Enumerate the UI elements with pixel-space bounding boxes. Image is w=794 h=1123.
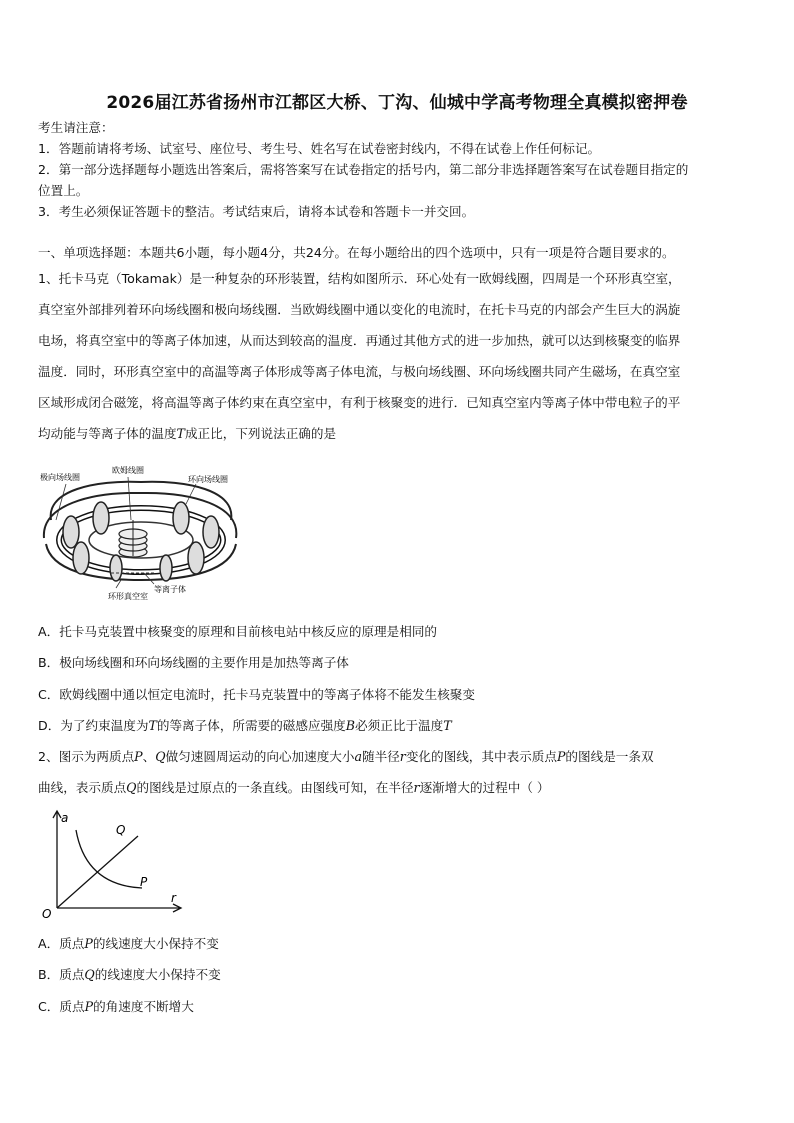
q2-stem-line-1: 2、图示为两质点P、Q做匀速圆周运动的向心加速度大小a随半径r变化的图线，其中表示质点P的图线是一条双 <box>38 749 654 764</box>
q1-stem-line-2: 真空室外部排列着环向场线圈和极向场线圈．当欧姆线圈中通以变化的电流时，在托卡马克的内部会产生巨大的涡旋 <box>38 302 681 317</box>
y-axis-label: a <box>61 811 69 825</box>
plasma-label: 等离子体 <box>154 585 186 594</box>
notice-item-2-continued: 位置上。 <box>38 183 89 198</box>
q1-option-a: A．托卡马克装置中核聚变的原理和目前核电站中核反应的原理是相同的 <box>38 624 438 639</box>
q1-option-d: D．为了约束温度为T的等离子体，所需要的磁感应强度B必须正比于温度T <box>38 718 452 733</box>
q1-stem-line-4: 温度．同时，环形真空室中的高温等离子体形成等离子体电流，与极向场线圈、环向场线圈共同产生磁场，在真空室 <box>38 364 681 379</box>
section-heading: 一、单项选择题：本题共6小题，每小题4分，共24分。在每小题给出的四个选项中，只有一项是符合题目要求的。 <box>38 245 675 260</box>
q1-stem-line-5: 区域形成闭合磁笼，将高温等离子体约束在真空室中，有利于核聚变的进行．已知真空室内等离子体中带电粒子的平 <box>38 395 681 410</box>
vacuum-chamber-label: 环形真空室 <box>108 592 148 601</box>
x-axis-label: r <box>171 891 176 905</box>
poloidal-coil-label: 极向场线圈 <box>40 473 80 482</box>
line-q-label: Q <box>116 823 126 837</box>
q2-option-a: A．质点P的线速度大小保持不变 <box>38 936 219 951</box>
toroidal-coil-label: 环向场线圈 <box>188 475 228 484</box>
curve-p-label: P <box>140 875 148 889</box>
q1-option-b: B．极向场线圈和环向场线圈的主要作用是加热等离子体 <box>38 655 349 670</box>
curve-p <box>76 830 142 888</box>
q2-option-b: B．质点Q的线速度大小保持不变 <box>38 967 221 982</box>
origin-label: O <box>42 907 52 920</box>
q2-option-c: C．质点P的角速度不断增大 <box>38 999 194 1014</box>
q1-stem-line-1: 1、托卡马克（Tokamak）是一种复杂的环形装置，结构如图所示．环心处有一欧姆线圈，四周是一个环形真空室， <box>38 271 681 286</box>
a-r-graph <box>40 808 190 920</box>
ohm-coil-label: 欧姆线圈 <box>112 466 144 475</box>
notice-item-1: 1．答题前请将考场、试室号、座位号、考生号、姓名写在试卷密封线内，不得在试卷上作任何标记。 <box>38 141 601 156</box>
q2-stem-line-2: 曲线，表示质点Q的图线是过原点的一条直线。由图线可知，在半径r逐渐增大的过程中（ ） <box>38 780 550 795</box>
notice-item-3: 3．考生必须保证答题卡的整洁。考试结束后，请将本试卷和答题卡一并交回。 <box>38 204 475 219</box>
notice-item-2: 2．第一部分选择题每小题选出答案后，需将答案写在试卷指定的括号内，第二部分非选择题答案写在试卷题目指定的 <box>38 162 689 177</box>
tokamak-figure <box>36 460 246 605</box>
notice-heading: 考生请注意： <box>38 120 114 135</box>
q1-stem-line-3: 电场，将真空室中的等离子体加速，从而达到较高的温度．再通过其他方式的进一步加热，就可以达到核聚变的临界 <box>38 333 681 348</box>
q1-option-c: C．欧姆线圈中通以恒定电流时，托卡马克装置中的等离子体将不能发生核聚变 <box>38 687 475 702</box>
page-title: 2026届江苏省扬州市江都区大桥、丁沟、仙城中学高考物理全真模拟密押卷 <box>106 93 688 113</box>
q1-stem-line-6: 均动能与等离子体的温度T成正比，下列说法正确的是 <box>38 426 337 441</box>
